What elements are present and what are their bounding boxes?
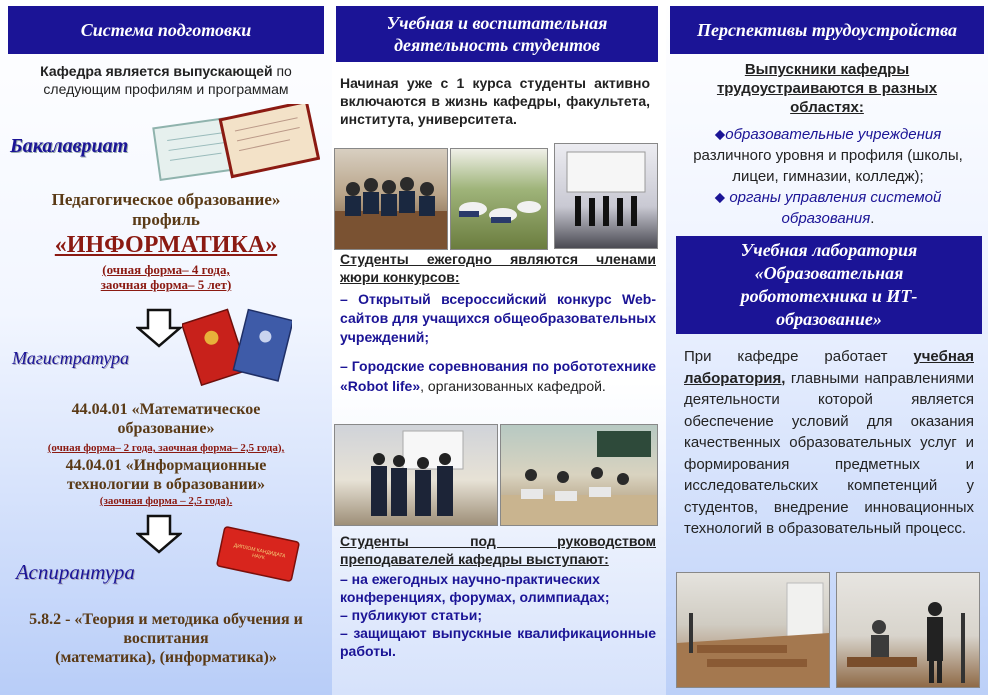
bachelor-profile (8, 190, 324, 230)
employment-bullet1 (674, 124, 982, 145)
column-training-system (0, 0, 332, 695)
employment-list (674, 124, 982, 229)
header-employment-text: Перспективы трудоустройства (696, 20, 958, 40)
bullet2-dot: ⬥ (714, 189, 730, 206)
photo-lab-vr (836, 572, 980, 688)
master-programs (8, 400, 324, 509)
photo-classroom (500, 424, 658, 526)
master-prog1-line1: 44.04.01 «Математическое (71, 401, 261, 418)
master-prog2-line1: 44.04.01 «Информационные (65, 457, 267, 474)
lab-text-2: главными направлениями деятельности которой является обеспечение условий для оказания качественных образовательных услуг и формирования предметных и исследовательских компетенций у студентов, внедрение инновационных технологий в образовательный процесс. (684, 369, 974, 537)
lab-text-1: При кафедре работает (684, 348, 914, 365)
performance-item1: – на ежегодных научно-практических конференциях, форумах, олимпиадах; (340, 571, 610, 605)
master-diplomas-illustration (182, 306, 292, 386)
header-lab (676, 236, 982, 334)
intro-bold: Кафедра является выпускающей (40, 63, 273, 79)
column-student-activity (332, 0, 666, 695)
phd-label: Аспирантура (16, 560, 135, 584)
jury-item2-rest: , организованных кафедрой. (420, 378, 606, 394)
performance-heading: Студенты под руководством преподавателей кафедры выступают: (340, 533, 656, 567)
master-forms2: (заочная форма – 2,5 года). (99, 495, 233, 507)
bachelor-profile-line2: профиль (132, 210, 200, 229)
master-label: Магистратура (12, 348, 130, 368)
photo-students-outdoor (450, 148, 548, 250)
activity-intro: Начиная уже с 1 курса студенты активно включаются в жизнь кафедры, факультета, института, университета. (340, 75, 650, 127)
header-lab-text: Учебная лаборатория «Образовательная робототехника и ИТ-образование» (740, 240, 918, 329)
phd-program (4, 610, 328, 667)
phd-program-line3: (математика), (информатика)» (55, 649, 277, 666)
header-training-system (8, 6, 324, 54)
header-employment (670, 6, 984, 54)
bachelor-forms (8, 262, 324, 292)
bullet1-rest: различного уровня и профиля (школы, лицеи, гимназии, колледж); (693, 147, 963, 185)
intro-rest: по следующим профилям и программам (43, 63, 292, 97)
photo-students-stage (554, 143, 658, 249)
graduates-heading: Выпускники кафедры трудоустраиваются в разных областях: (716, 61, 938, 116)
bullet1-text: образовательные учреждения (725, 126, 942, 143)
bachelor-forms-line2: заочная форма– 5 лет) (100, 277, 232, 292)
column-employment (666, 0, 988, 695)
phd-diploma-label: ДИПЛОМ КАНДИДАТА НАУК (233, 542, 287, 562)
performance-item3: – защищают выпускные квалификационные работы. (340, 625, 656, 659)
jury-item2 (340, 356, 656, 396)
jury-item2-bold: – Городские соревнования по робототехнике «Robot life» (340, 358, 656, 394)
master-prog1-line2: образование» (117, 420, 215, 437)
photo-group-award (334, 424, 498, 526)
phd-program-line2: воспитания (123, 630, 209, 647)
header-student-activity (336, 6, 658, 62)
intro-text (8, 62, 324, 98)
jury-heading: Студенты ежегодно являются членами жюри конкурсов: (340, 251, 656, 285)
phd-program-line1: 5.8.2 - «Теория и методика обучения и (29, 611, 303, 628)
down-arrow-icon-2 (136, 514, 182, 554)
master-forms1: (очная форма– 2 года, заочная форма– 2,5 года), (47, 442, 285, 454)
lab-text-bold: учебная лаборатория, (684, 348, 974, 387)
photo-students-table (334, 148, 448, 250)
employment-bullet2: ⬥ органы управления системой образования. (714, 189, 942, 227)
bullet2-text: органы управления системой образования (729, 189, 942, 227)
header-training-system-text: Система подготовки (80, 20, 252, 40)
performance-item2: – публикуют статьи; (340, 607, 483, 623)
bachelor-profile-line1: Педагогическое образование» (51, 190, 281, 209)
lab-description (684, 346, 974, 540)
master-prog2-line2: технологии в образовании» (66, 476, 266, 493)
jury-item1: – Открытый всероссийский конкурс Web-сайтов для учащихся общеобразовательных учреждений; (340, 291, 656, 345)
photo-lab-room (676, 572, 830, 688)
bullet1-dot: ⬥ (714, 126, 726, 143)
down-arrow-icon (136, 308, 182, 348)
bachelor-label: Бакалавриат (10, 135, 129, 157)
performance-list (340, 570, 656, 660)
diplomas-illustration (150, 104, 320, 182)
bachelor-forms-line1: (очная форма– 4 года, (102, 262, 230, 277)
bachelor-profile-name: «ИНФОРМАТИКА» (54, 232, 278, 258)
header-student-activity-text: Учебная и воспитательная деятельность студентов (386, 13, 608, 55)
